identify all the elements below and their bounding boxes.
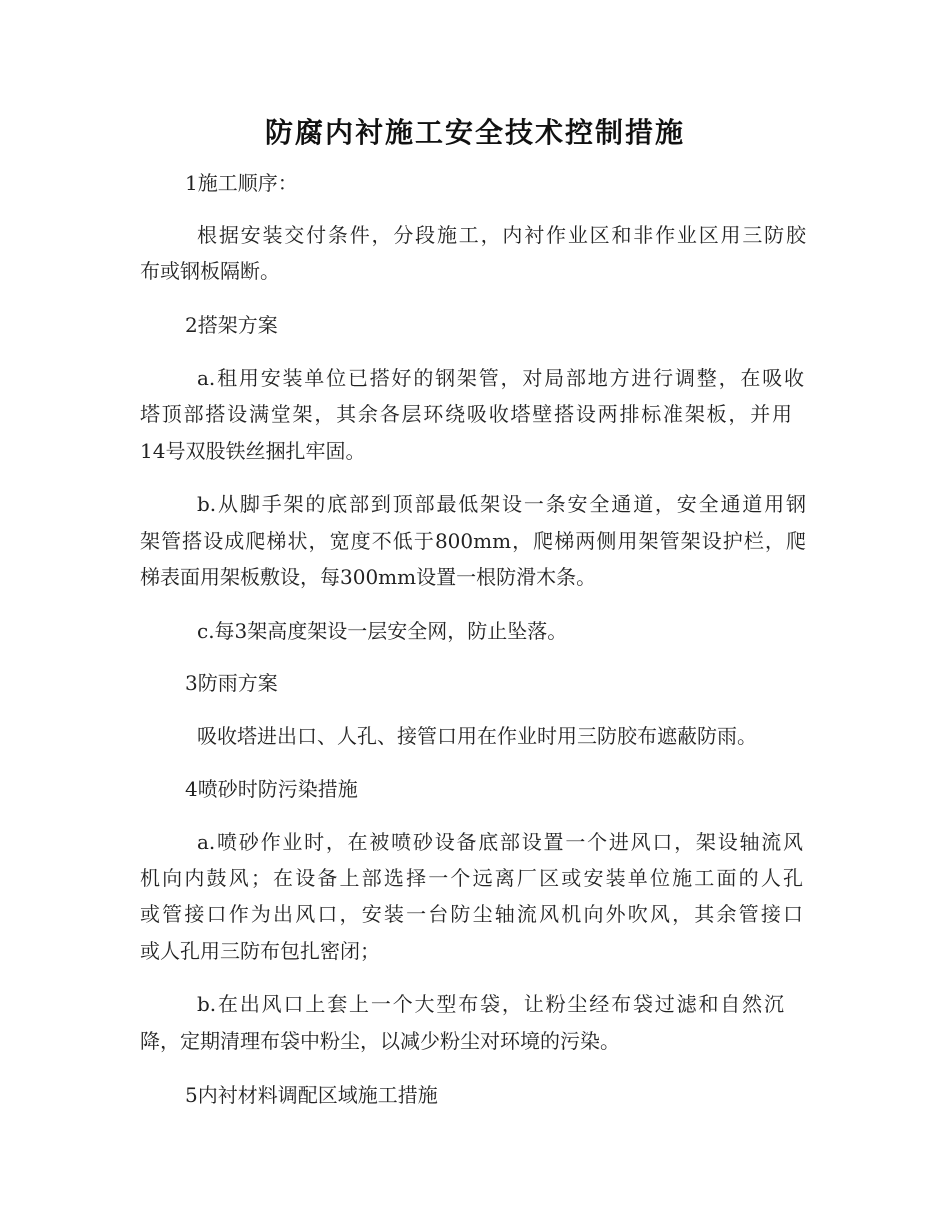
section-heading: 3防雨方案 <box>185 671 278 695</box>
paragraph-line: 或人孔用三防布包扎密闭； <box>140 939 380 963</box>
paragraph-line: a.租用安装单位已搭好的钢架管，对局部地方进行调整，在吸收 <box>197 366 804 390</box>
paragraph-line: 梯表面用架板敷设，每300mm设置一根防滑木条。 <box>140 565 597 589</box>
paragraph-line: 机向内鼓风；在设备上部选择一个远离厂区或安装单位施工面的人孔 <box>140 866 803 890</box>
paragraph-line: b.从脚手架的底部到顶部最低架设一条安全通道，安全通道用钢 <box>197 492 806 516</box>
paragraph-line: 布或钢板隔断。 <box>140 259 280 283</box>
paragraph-line: 吸收塔进出口、人孔、接管口用在作业时用三防胶布遮蔽防雨。 <box>197 724 757 748</box>
section-heading: 2搭架方案 <box>185 313 278 337</box>
section-heading: 5内衬材料调配区域施工措施 <box>185 1083 438 1107</box>
paragraph-line: a.喷砂作业时，在被喷砂设备底部设置一个进风口，架设轴流风 <box>197 830 803 854</box>
paragraph-line: 降，定期清理布袋中粉尘，以减少粉尘对环境的污染。 <box>140 1029 620 1053</box>
section-heading: 4喷砂时防污染措施 <box>185 777 358 801</box>
paragraph-line: 或管接口作为出风口，安装一台防尘轴流风机向外吹风，其余管接口 <box>140 902 803 926</box>
paragraph-line: c.每3架高度架设一层安全网，防止坠落。 <box>197 619 568 643</box>
paragraph-line: 塔顶部搭设满堂架，其余各层环绕吸收塔壁搭设两排标准架板，并用 <box>140 402 792 426</box>
paragraph-line: 根据安装交付条件，分段施工，内衬作业区和非作业区用三防胶 <box>197 223 806 247</box>
paragraph-line: 14号双股铁丝捆扎牢固。 <box>140 439 366 463</box>
section-heading: 1施工顺序： <box>185 171 298 195</box>
paragraph-line: 架管搭设成爬梯状，宽度不低于800mm，爬梯两侧用架管架设护栏，爬 <box>140 529 806 553</box>
page-title: 防腐内衬施工安全技术控制措施 <box>264 116 685 149</box>
paragraph-line: b.在出风口上套上一个大型布袋，让粉尘经布袋过滤和自然沉 <box>197 992 784 1016</box>
